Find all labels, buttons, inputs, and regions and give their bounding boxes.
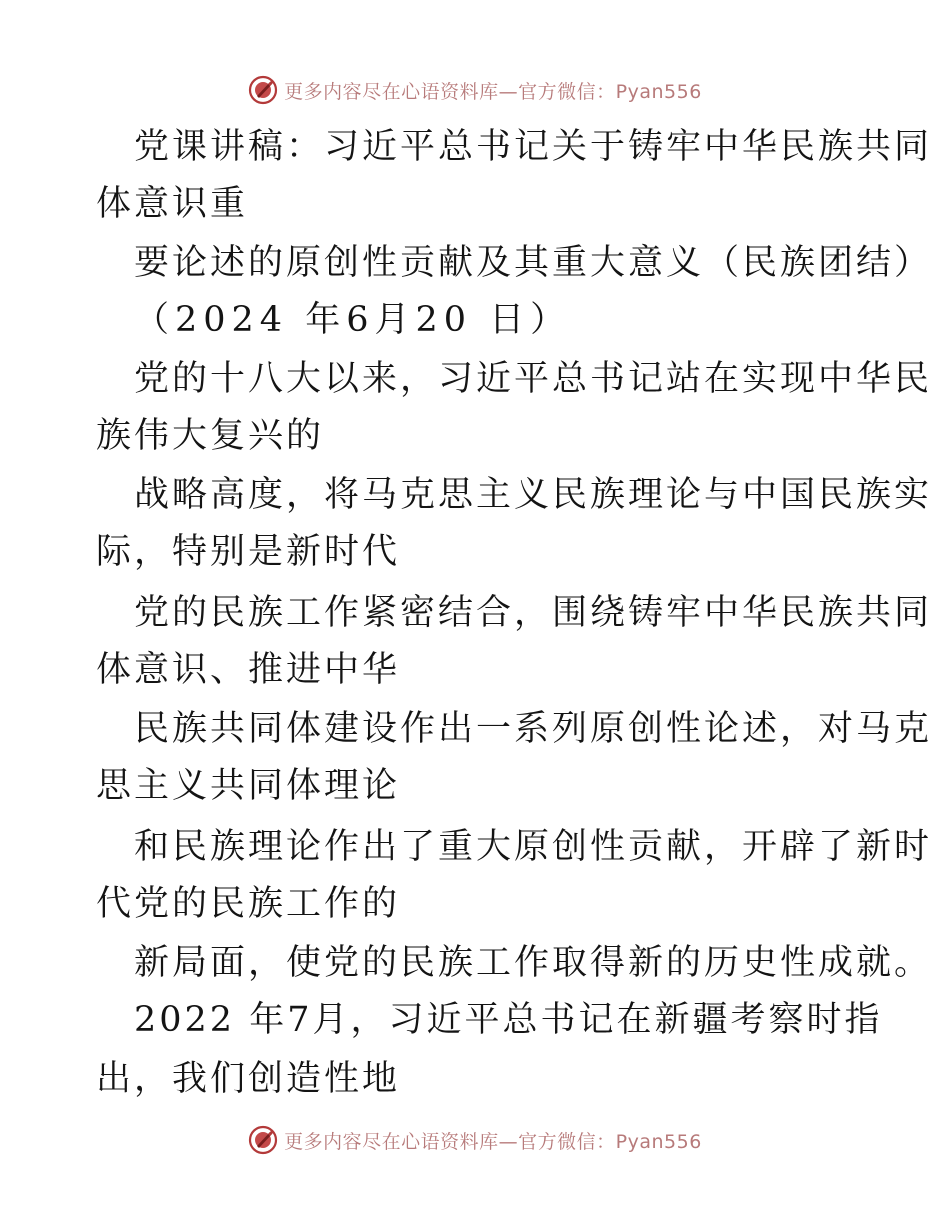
text-line: 体意识、推进中华	[96, 650, 401, 690]
footer-watermark	[0, 1120, 950, 1160]
text-line: 体意识重	[96, 184, 249, 224]
text-line: 战略高度，将马克思主义民族理论与中国民族实	[134, 475, 933, 515]
text-line: 代党的民族工作的	[96, 884, 401, 924]
text-line: 2022 年7月，习近平总书记在新疆考察时指	[134, 1000, 883, 1040]
text-line: 民族共同体建设作出一系列原创性论述，对马克	[134, 709, 933, 749]
red-seal-quill-logo-icon	[248, 1125, 278, 1155]
text-line-date: （2024 年6月20 日）	[134, 300, 572, 340]
text-line: 要论述的原创性贡献及其重大意义（民族团结）	[134, 243, 933, 283]
text-line: 族伟大复兴的	[96, 416, 325, 456]
text-line: 际，特别是新时代	[96, 532, 401, 572]
text-line: 思主义共同体理论	[96, 766, 401, 806]
text-line: 党的民族工作紧密结合，围绕铸牢中华民族共同	[134, 593, 933, 633]
header-watermark	[0, 70, 950, 110]
red-seal-quill-logo-icon	[248, 75, 278, 105]
text-line: 党的十八大以来，习近平总书记站在实现中华民	[134, 359, 933, 399]
text-line: 和民族理论作出了重大原创性贡献，开辟了新时	[134, 827, 933, 867]
footer-watermark-text: 更多内容尽在心语资料库—官方微信：Pyan556	[284, 1130, 702, 1153]
text-line: 新局面，使党的民族工作取得新的历史性成就。	[134, 943, 933, 983]
text-line: 党课讲稿：习近平总书记关于铸牢中华民族共同	[134, 127, 933, 167]
header-watermark-text: 更多内容尽在心语资料库—官方微信：Pyan556	[284, 80, 702, 103]
text-line: 出，我们创造性地	[96, 1059, 401, 1099]
